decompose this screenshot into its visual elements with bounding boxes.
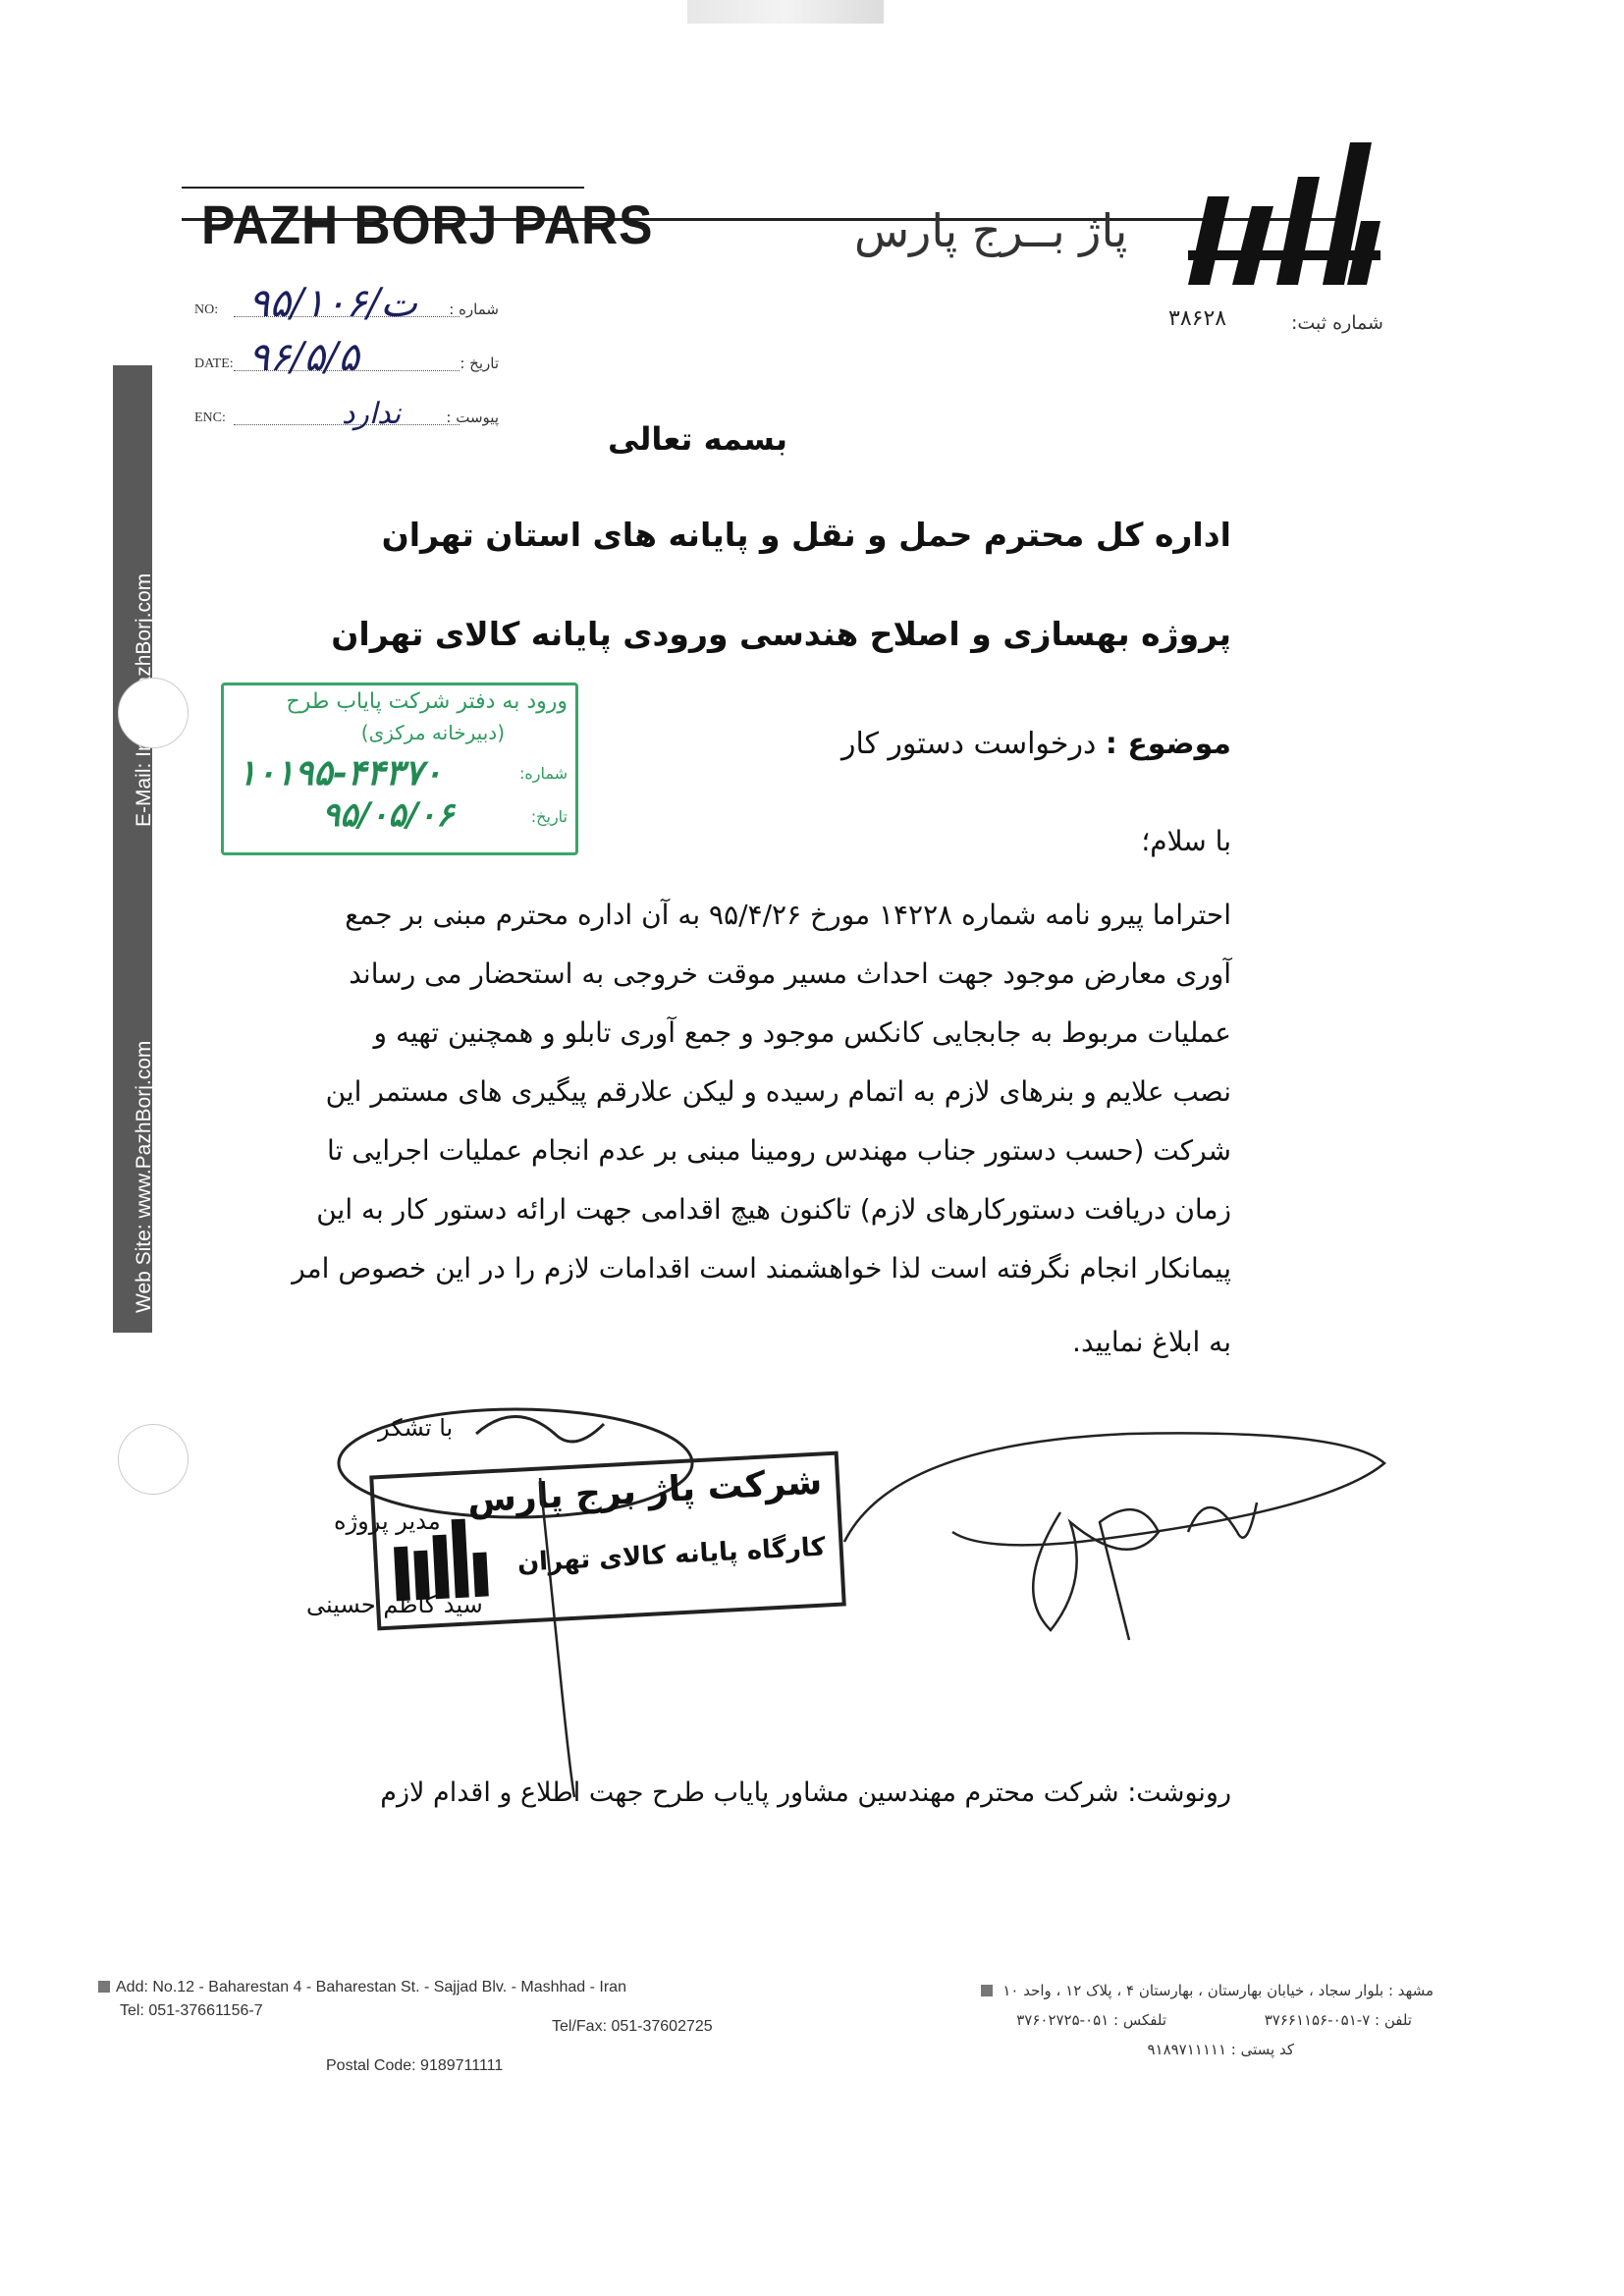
footer-bullet-icon — [981, 1985, 993, 1996]
signature-role: مدیر پروژه — [334, 1507, 441, 1535]
greeting: با سلام؛ — [1141, 825, 1231, 857]
body-line: عملیات مربوط به جابجایی کانکس موجود و جمع آوری تابلو و همچنین تهیه و — [373, 1016, 1231, 1049]
recipient: اداره کل محترم حمل و نقل و پایانه های استان تهران — [381, 516, 1231, 554]
punch-hole-bottom — [118, 1424, 189, 1495]
body-line: شرکت (حسب دستور جناب مهندس رومینا مبنی بر عدم انجام عملیات اجرایی تا — [327, 1134, 1231, 1167]
footer-postal-en: Postal Code: 9189711111 — [326, 2057, 504, 2074]
number-value: ۹۵/ت/۱۰۶ — [248, 281, 418, 326]
invocation: بسمه تعالی — [607, 420, 787, 458]
body-line: به ابلاغ نمایید. — [1072, 1326, 1231, 1358]
enclosure-value: ندارد — [342, 397, 402, 431]
received-stamp-number-label: شماره: — [518, 764, 568, 783]
footer-telfax-en: Tel/Fax: 051-37602725 — [552, 2018, 713, 2035]
punch-hole-top — [118, 678, 189, 748]
header-rule-top — [182, 187, 584, 189]
company-stamp-line2: کارگاه پایانه کالای تهران — [516, 1532, 827, 1578]
received-stamp-title: ورود به دفتر شرکت پایاب طرح — [286, 689, 568, 714]
signature-closing: با تشکر — [378, 1414, 454, 1442]
brand-name-english: PAZH BORJ PARS — [201, 193, 654, 255]
footer-postal-fa: کد پستی : ۹۱۸۹۷۱۱۱۱۱ — [1147, 2041, 1294, 2058]
company-stamp-line1: شرکت پاژ برج پارس — [466, 1461, 824, 1521]
signature-name: سید کاظم حسینی — [306, 1591, 483, 1618]
footer-address-fa: مشهد : بلوار سجاد ، خیابان بهارستان ، بهارستان ۴ ، پلاک ۱۲ ، واحد ۱۰ — [1002, 1982, 1434, 1999]
footer-persian — [844, 1982, 1434, 2100]
footer-bullet-icon — [98, 1981, 110, 1993]
scan-mark — [687, 0, 884, 24]
received-stamp-number: ۱۰۱۹۵-۴۴۳۷۰ — [238, 752, 443, 793]
subject-line — [841, 727, 1231, 761]
number-label-en: NO: — [194, 302, 219, 317]
received-stamp-date-label: تاریخ: — [530, 807, 568, 826]
date-value: ۹۶/۵/۵ — [248, 335, 359, 380]
body-line: آوری معارض موجود جهت احداث مسیر موقت خروجی به استحضار می رساند — [349, 957, 1231, 990]
body-line: زمان دریافت دستورکارهای لازم) تاکنون هیچ اقدامی جهت ارائه دستور کار به این — [316, 1193, 1231, 1226]
footer-fax-fa: تلفکس : ۰۵۱-۳۷۶۰۲۷۲۵ — [1016, 2011, 1166, 2029]
enclosure-row — [194, 397, 518, 432]
footer-address-en: Add: No.12 - Baharestan 4 - Baharestan St. - Sajjad Blv. - Mashhad - Iran — [116, 1979, 626, 1995]
side-bar — [113, 365, 155, 1333]
signature-line-stroke — [520, 1473, 599, 1807]
footer-tel-fa: تلفن : ۷-۰۵۱-۳۷۶۶۱۱۵۶ — [1264, 2011, 1412, 2029]
footer-tel-en: Tel: 051-37661156-7 — [120, 2002, 263, 2019]
brand-name-persian: پاژ بــرج پارس — [854, 204, 1128, 257]
subject-label: موضوع : — [1105, 727, 1231, 761]
received-stamp-subtitle: (دبیرخانه مرکزی) — [360, 721, 505, 744]
enclosure-label-fa: پیوست : — [446, 409, 499, 426]
subject-text: درخواست دستور کار — [840, 727, 1097, 761]
handwritten-signature-icon — [835, 1404, 1404, 1650]
footer-english — [98, 1979, 785, 2097]
date-label-fa: تاریخ : — [460, 355, 499, 372]
received-stamp-date: ۹۵/۰۵/۰۶ — [322, 795, 455, 835]
company-logo-icon — [1178, 137, 1404, 295]
received-stamp — [221, 683, 578, 855]
registration-label: شماره ثبت: — [1291, 312, 1383, 334]
project-title: پروژه بهسازی و اصلاح هندسی ورودی پایانه کالای تهران — [331, 615, 1231, 653]
cc-line: رونوشت: شرکت محترم مهندسین مشاور پایاب طرح جهت اطلاع و اقدام لازم — [380, 1777, 1231, 1808]
body-line: نصب علایم و بنرهای لازم به اتمام رسیده و لیکن علارقم پیگیری های مستمر این — [325, 1075, 1231, 1108]
enclosure-label-en: ENC: — [194, 410, 226, 425]
registration-number: ۳۸۶۲۸ — [1168, 306, 1227, 331]
date-label-en: DATE: — [194, 356, 234, 371]
date-row — [194, 335, 518, 380]
number-label-fa: شماره : — [449, 301, 499, 318]
body-line: پیمانکار انجام نگرفته است لذا خواهشمند است اقدامات لازم را در این خصوص امر — [292, 1252, 1231, 1285]
body-line: احتراما پیرو نامه شماره ۱۴۲۲۸ مورخ ۹۵/۴/۲۶ به آن اداره محترم مبنی بر جمع — [345, 899, 1231, 931]
sidebar-website: Web Site: www.PazhBorj.com — [133, 1040, 155, 1313]
number-row — [194, 281, 518, 326]
